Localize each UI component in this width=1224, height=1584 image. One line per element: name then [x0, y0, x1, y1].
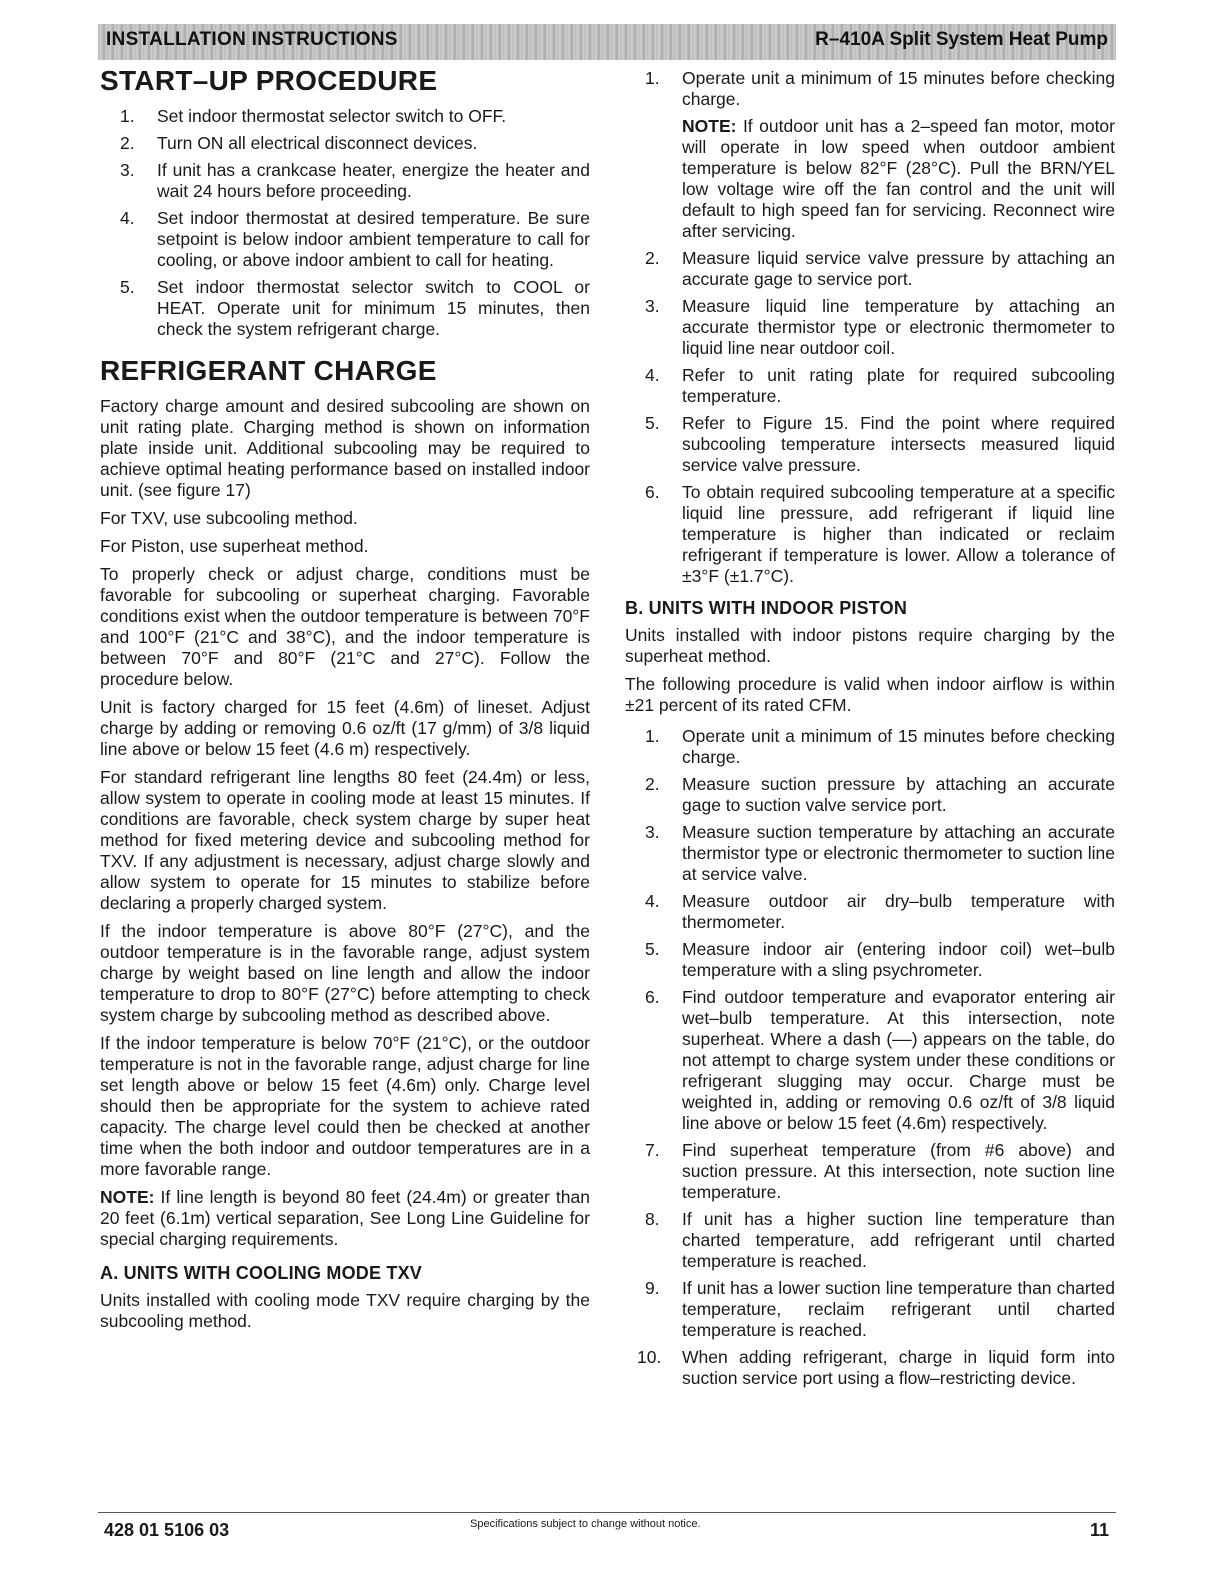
- refrigerant-charge-heading: REFRIGERANT CHARGE: [100, 355, 437, 386]
- list-item: 7. Find superheat temperature (from #6 above) and suction pressure. At this intersection, note suction line temperature.: [645, 1140, 1115, 1202]
- header-title-left: INSTALLATION INSTRUCTIONS: [106, 29, 398, 50]
- paragraph: Factory charge amount and desired subcooling are shown on unit rating plate. Charging method is shown on information plate inside unit. Additional subcooling may be required to achieve optimal heating performance based on installed indoor unit. (see figure 17): [100, 396, 590, 500]
- piston-heading: B. UNITS WITH INDOOR PISTON: [625, 598, 908, 618]
- list-item: 6. Find outdoor temperature and evaporator entering air wet–bulb temperature. At this intersection, note superheat. Where a dash (––) appears on the table, do not attempt to charge system under these conditions or refrigerant slugging may occur. Charge must be weighted in, adding or removing 0.6 oz/ft of 3/8 liquid line above or below 15 feet (4.6m) respectively.: [645, 987, 1115, 1133]
- paragraph: For TXV, use subcooling method.: [100, 508, 358, 528]
- doc-number: 428 01 5106 03: [104, 1520, 230, 1540]
- list-item: 2. Turn ON all electrical disconnect devices.: [120, 133, 478, 153]
- list-item: 3. Measure suction temperature by attaching an accurate thermistor type or electronic thermometer to suction line at service valve.: [645, 822, 1115, 884]
- paragraph: If the indoor temperature is below 70°F (21°C), or the outdoor temperature is not in the favorable range, adjust charge for line set length above or below 15 feet (4.6m) only. Charge level should then be appropriate for the system to achieve rated capacity. The charge level could then be checked at another time when the both indoor and outdoor temperatures are in a more favorable range.: [100, 1033, 590, 1179]
- note-paragraph: NOTE: If outdoor unit has a 2–speed fan motor, motor will operate in low speed when outdoor ambient temperature is below 82°F (28°C). Pull the BRN/YEL low voltage wire off the fan control and the unit will default to high speed fan for servicing. Reconnect wire after servicing.: [682, 116, 1115, 241]
- list-item: 1. Operate unit a minimum of 15 minutes before checking charge. NOTE: If outdoor unit has a 2–speed fan motor, motor will operate in low speed when outdoor ambient temperature is below 82°F (28°C). Pull the BRN/YEL low voltage wire off the fan control and the unit will default to high speed fan for servicing. Reconnect wire after servicing.: [645, 68, 1115, 241]
- paragraph: If the indoor temperature is above 80°F (27°C), and the outdoor temperature is in the favorable range, adjust system charge by weight based on line length and allow the indoor temperature to drop to 80°F (27°C) before attempting to check system charge by subcooling method as described above.: [100, 921, 590, 1025]
- paragraph: Unit is factory charged for 15 feet (4.6m) of lineset. Adjust charge by adding or removing 0.6 oz/ft (17 g/mm) of 3/8 liquid line above or below 15 feet (4.6 m) respectively.: [100, 697, 590, 759]
- list-item: 2. Measure liquid service valve pressure by attaching an accurate gage to service port.: [645, 248, 1115, 289]
- list-item: 2. Measure suction pressure by attaching an accurate gage to suction valve service port.: [645, 774, 1115, 815]
- list-item: 10. When adding refrigerant, charge in liquid form into suction service port using a flow–restricting device.: [637, 1347, 1115, 1388]
- piston-intro: Units installed with indoor pistons require charging by the superheat method.: [625, 625, 1115, 666]
- list-item: 1. Set indoor thermostat selector switch to OFF.: [120, 106, 507, 126]
- list-item: 9. If unit has a lower suction line temperature than charted temperature, reclaim refrigerant until charted temperature is reached.: [645, 1278, 1115, 1340]
- piston-intro-2: The following procedure is valid when indoor airflow is within ±21 percent of its rated CFM.: [625, 674, 1115, 715]
- list-item: 5. Measure indoor air (entering indoor coil) wet–bulb temperature with a sling psychrometer.: [645, 939, 1115, 980]
- list-item: 1. Operate unit a minimum of 15 minutes before checking charge.: [645, 726, 1115, 767]
- paragraph: For standard refrigerant line lengths 80 feet (24.4m) or less, allow system to operate in cooling mode at least 15 minutes. If conditions are favorable, check system charge by super heat method for fixed metering device and subcooling method for TXV. If any adjustment is necessary, adjust charge slowly and allow system to operate for 15 minutes to stabilize before declaring a properly charged system.: [100, 767, 590, 913]
- list-item: 8. If unit has a higher suction line temperature than charted temperature, add refrigerant until charted temperature is reached.: [645, 1209, 1115, 1271]
- right-column: [625, 68, 1115, 1399]
- startup-heading: START–UP PROCEDURE: [100, 65, 438, 96]
- paragraph: To properly check or adjust charge, conditions must be favorable for subcooling or superheat charging. Favorable conditions exist when the outdoor temperature is between 70°F and 100°F (21°C and 38°C), and the indoor temperature is between 70°F and 80°F (21°C and 27°C). Follow the procedure below.: [100, 564, 590, 689]
- header-title-right: R–410A Split System Heat Pump: [815, 29, 1108, 50]
- page-number: 11: [1090, 1520, 1110, 1540]
- piston-steps: [625, 726, 1115, 1389]
- footer-notice: Specifications subject to change without notice.: [470, 1518, 701, 1530]
- list-item: 3. Measure liquid line temperature by attaching an accurate thermistor type or electronic thermometer to liquid line near outdoor coil.: [645, 296, 1115, 358]
- list-item: 4. Measure outdoor air dry–bulb temperature with thermometer.: [645, 891, 1115, 932]
- list-item: 5. Refer to Figure 15. Find the point where required subcooling temperature intersects measured liquid service valve pressure.: [645, 413, 1115, 475]
- txv-heading: A. UNITS WITH COOLING MODE TXV: [100, 1263, 422, 1283]
- footer-rule: [98, 1512, 1116, 1513]
- list-item: 4. Refer to unit rating plate for required subcooling temperature.: [645, 365, 1115, 406]
- txv-steps: [625, 68, 1115, 587]
- paragraph: For Piston, use superheat method.: [100, 536, 369, 556]
- list-item: 5. Set indoor thermostat selector switch to COOL or HEAT. Operate unit for minimum 15 minutes, then check the system refrigerant charge.: [120, 277, 590, 339]
- header-bar: [98, 24, 1116, 60]
- left-column: [100, 64, 590, 1339]
- list-item: 6. To obtain required subcooling temperature at a specific liquid line pressure, add refrigerant if liquid line temperature is higher than indicated or reclaim refrigerant if temperature is lower. Allow a tolerance of ±3°F (±1.7°C).: [645, 482, 1115, 586]
- list-item: 3. If unit has a crankcase heater, energize the heater and wait 24 hours before proceeding.: [120, 160, 590, 201]
- txv-intro: Units installed with cooling mode TXV require charging by the subcooling method.: [100, 1290, 590, 1331]
- note-paragraph: NOTE: If line length is beyond 80 feet (24.4m) or greater than 20 feet (6.1m) vertical separation, See Long Line Guideline for special charging requirements.: [100, 1187, 590, 1249]
- list-item: 4. Set indoor thermostat at desired temperature. Be sure setpoint is below indoor ambient temperature to call for cooling, or above indoor ambient to call for heating.: [120, 208, 590, 270]
- startup-steps: [100, 106, 590, 340]
